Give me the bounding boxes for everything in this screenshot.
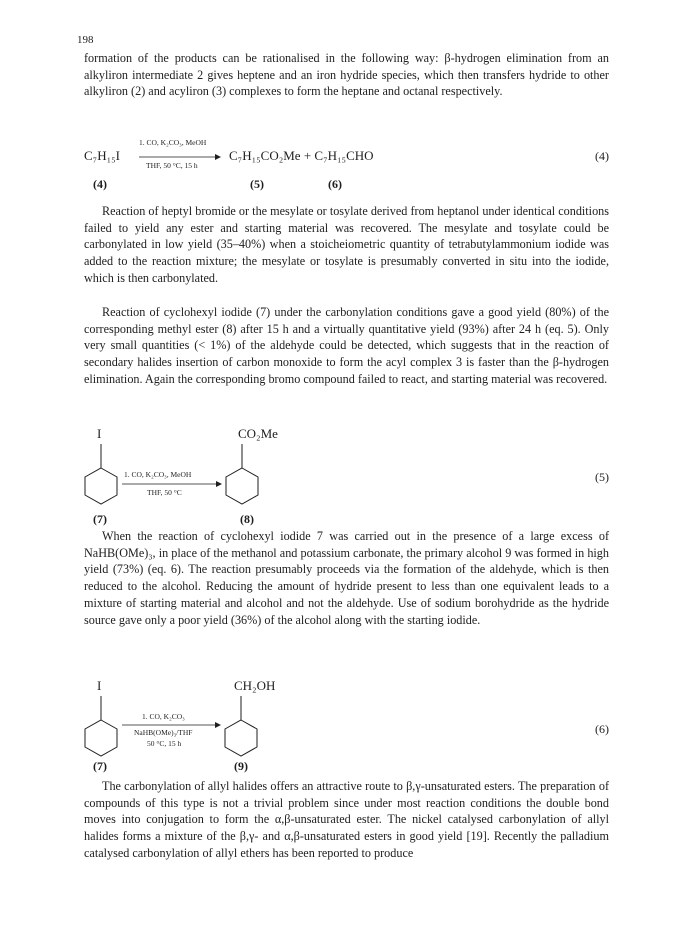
paragraph-2: Reaction of heptyl bromide or the mesylate or tosylate derived from heptanol under identical conditions failed to yield any ester and starting material was recovered. The mesylate and tosylate could be carbonylated in low yield (35–40%) when a stoicheiometric quantity of tetrabutylammonium iodide was added to the reaction mixture; the mesylate or tosylate is presumably converted in situ into the iodide, which is then carbonylated. [84, 204, 609, 285]
eq5-conditions-bottom: THF, 50 °C [147, 488, 182, 497]
eq4-arrow [139, 153, 221, 161]
equation-6 [84, 676, 609, 776]
eq5-right-substituent: CO₂Me [238, 426, 278, 441]
cyclohexane-ring-right [226, 444, 258, 504]
paragraph-5: The carbonylation of allyl halides offers an attractive route to β,γ-unsaturated esters. The preparation of compounds of this type is not a trivial problem since under most reaction conditions the double bond moves into conjugation to form the α,β-unsaturated ester. The nickel catalysed carbonylation of allyl halides forms a mixture of the β,γ- and α,β-unsaturated esters in good yield [19]. Recently the palladium catalysed carbonylation of allyl ethers has been reported to produce [84, 779, 609, 860]
eq6-left-substituent: I [97, 678, 102, 693]
eq6-label-7: (7) [93, 759, 107, 773]
equation-4 [84, 136, 609, 196]
cyclohexane-ring-left [85, 696, 117, 756]
eq4-label-4: (4) [93, 177, 107, 191]
eq4-conditions-bottom: THF, 50 °C, 15 h [146, 161, 198, 170]
eq4-number: (4) [595, 149, 609, 163]
page-number: 198 [77, 34, 94, 46]
eq4-products: C₇H₁₅CO₂Me + C₇H₁₅CHO [229, 148, 374, 163]
cyclohexane-ring-right [225, 696, 257, 756]
equation-5 [84, 424, 609, 524]
paragraph-3: Reaction of cyclohexyl iodide (7) under the carbonylation conditions gave a good yield (80%) of the corresponding methyl ester (8) after 15 h and a virtually quantitative yield (93%) after 24 h (eq. 5). Only very small quantities (< 1%) of the aldehyde could be detected, which suggests that in the reaction of secondary halides insertion of carbon monoxide to form the acyl complex 3 is faster than the β-hydrogen elimination. Again the corresponding bromo compound failed to react, and starting material was recovered. [84, 305, 609, 386]
eq4-label-6: (6) [328, 177, 342, 191]
eq6-right-substituent: CH₂OH [234, 678, 276, 693]
eq5-label-8: (8) [240, 512, 254, 526]
eq6-conditions-bottom: 50 °C, 15 h [147, 739, 182, 748]
eq5-number: (5) [595, 470, 609, 484]
cyclohexane-ring-left [85, 444, 117, 504]
eq6-number: (6) [595, 722, 609, 736]
eq4-conditions-top: 1. CO, K₂CO₃, MeOH [139, 138, 207, 147]
eq5-arrow [122, 481, 222, 487]
eq6-structures [84, 676, 344, 766]
eq4-reactant: C₇H₁₅I [84, 148, 120, 163]
eq6-label-9: (9) [234, 759, 248, 773]
eq6-conditions-top: 1. CO, K₂CO₃ [142, 712, 185, 721]
eq4-label-5: (5) [250, 177, 264, 191]
eq5-label-7: (7) [93, 512, 107, 526]
eq6-conditions-mid: NaHB(OMe)₃/THF [134, 728, 193, 737]
eq5-structures [84, 424, 344, 514]
eq5-left-substituent: I [97, 426, 102, 441]
paragraph-4: When the reaction of cyclohexyl iodide 7 was carried out in the presence of a large excess of NaHB(OMe)₃, in place of the methanol and potassium carbonate, the primary alcohol 9 was formed in high yield (73%) (eq. 6). The reaction presumably proceeds via the formation of the aldehyde, which is then reduced to the alcohol. Reducing the amount of hydride present to less than one equivalent leads to a mixture of starting material and alcohol and not the aldehyde. Use of sodium borohydride as the hydride source gave only a poor yield (36%) of the alcohol along with the starting iodide. [84, 529, 609, 627]
eq5-conditions-top: 1. CO, K₂CO₃, MeOH [124, 470, 192, 479]
paragraph-1: formation of the products can be rationalised in the following way: β-hydrogen elimination from an alkyliron intermediate 2 gives heptene and an iron hydride species, which then transfers hydride to other alkyliron (2) and acyliron (3) complexes to form the heptane and octanal respectively. [84, 51, 609, 99]
